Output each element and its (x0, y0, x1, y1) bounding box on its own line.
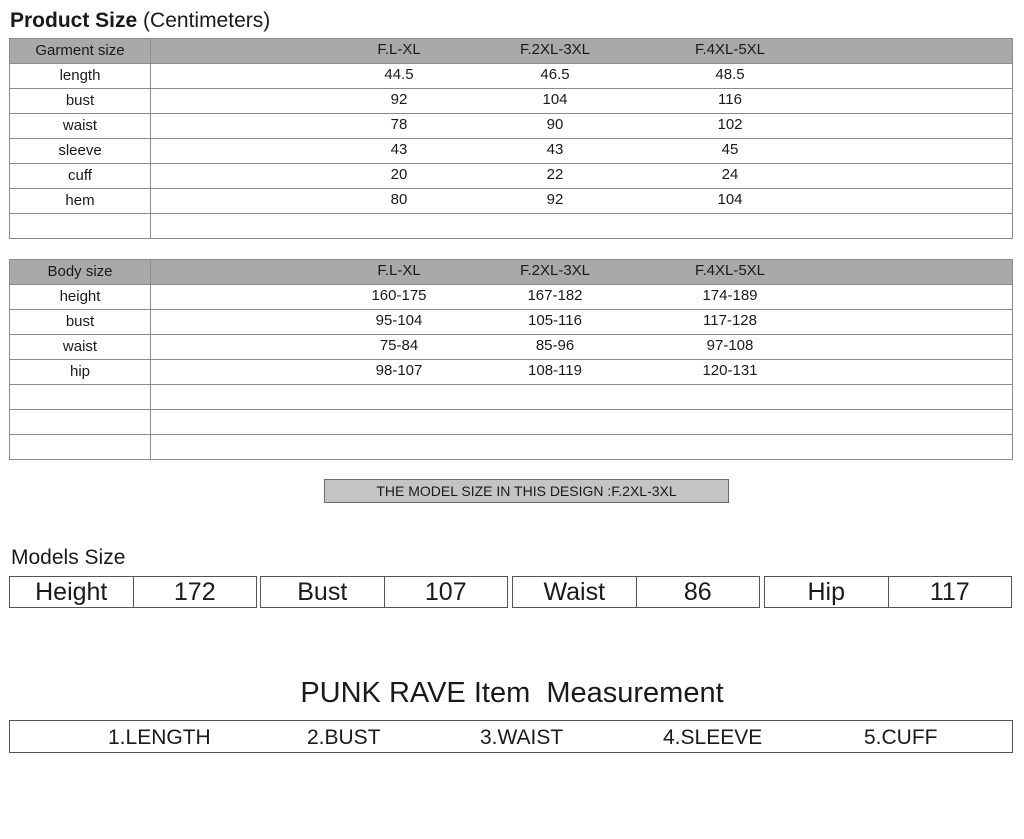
table-row (10, 64, 1013, 89)
row-label: cuff (10, 164, 151, 189)
row-values (151, 285, 1013, 310)
row-values (151, 310, 1013, 335)
row-label: waist (10, 114, 151, 139)
measurement-title: PUNK RAVE Item Measurement (300, 677, 724, 709)
row-values (151, 114, 1013, 139)
model-measure-value: 107 (424, 577, 467, 606)
row-label: height (10, 285, 151, 310)
cell-value: 45 (721, 141, 739, 158)
body-size-table (9, 259, 1013, 460)
cell-value: 44.5 (384, 66, 414, 83)
cell-value: 92 (546, 191, 564, 208)
table-row (10, 335, 1013, 360)
cell-value: 46.5 (540, 66, 570, 83)
product-size-label: Product Size (10, 9, 138, 32)
garment-size-table (9, 38, 1013, 239)
empty-row (10, 410, 1013, 435)
model-measure-label: Bust (261, 577, 385, 607)
table-row (10, 114, 1013, 139)
product-size-unit: (Centimeters) (143, 9, 271, 32)
cell-value: 104 (542, 91, 568, 108)
empty-cell (151, 214, 1013, 239)
row-values (151, 189, 1013, 214)
cell-value: 90 (546, 116, 564, 133)
row-label: hip (10, 360, 151, 385)
cell-value: 108-119 (528, 362, 582, 379)
cell-value: 80 (390, 191, 408, 208)
cell-value: 24 (721, 166, 739, 183)
cell-value: 104 (717, 191, 743, 208)
table-row (10, 189, 1013, 214)
cell-value: 117-128 (703, 312, 757, 329)
measurement-list (9, 720, 1013, 753)
size-header: F.L-XL (377, 41, 421, 58)
row-label: hem (10, 189, 151, 214)
cell-value: 105-116 (528, 312, 582, 329)
table-row (10, 360, 1013, 385)
table-row (10, 285, 1013, 310)
table-row (10, 89, 1013, 114)
model-measure-value: 172 (173, 577, 216, 606)
measurement-item: 2.BUST (307, 726, 381, 749)
body-size-header: Body size (10, 260, 151, 285)
size-header: F.L-XL (377, 262, 421, 279)
row-label: bust (10, 89, 151, 114)
empty-row (10, 214, 1013, 239)
cell-value: 174-189 (702, 287, 758, 304)
cell-value: 116 (718, 91, 742, 108)
model-measure-value: 86 (683, 577, 712, 606)
model-hip-box (764, 576, 1012, 608)
row-label: sleeve (10, 139, 151, 164)
size-header: F.4XL-5XL (694, 262, 766, 279)
cell-value: 20 (390, 166, 408, 183)
row-values (151, 89, 1013, 114)
model-height-box (9, 576, 257, 608)
model-measure-value: 117 (929, 577, 970, 606)
model-bust-box (260, 576, 508, 608)
size-columns-header (151, 260, 1013, 285)
model-size-note: THE MODEL SIZE IN THIS DESIGN :F.2XL-3XL (324, 479, 729, 503)
measurement-item: 4.SLEEVE (663, 726, 763, 749)
empty-cell (151, 410, 1013, 435)
garment-size-header: Garment size (10, 39, 151, 64)
row-label: bust (10, 310, 151, 335)
row-label: length (10, 64, 151, 89)
row-values (151, 335, 1013, 360)
measurement-item: 1.LENGTH (108, 726, 211, 749)
cell-value: 92 (390, 91, 408, 108)
cell-value: 98-107 (375, 362, 423, 379)
cell-value: 120-131 (702, 362, 758, 379)
cell-value: 48.5 (715, 66, 745, 83)
row-values (151, 164, 1013, 189)
size-header: F.4XL-5XL (694, 41, 766, 58)
empty-cell (10, 385, 151, 410)
model-measure-label: Height (10, 577, 134, 607)
product-size-title (10, 9, 270, 33)
model-waist-box (512, 576, 760, 608)
model-measure-label: Waist (513, 577, 637, 607)
row-values (151, 360, 1013, 385)
cell-value: 43 (546, 141, 564, 158)
table-header-row (10, 39, 1013, 64)
table-row (10, 164, 1013, 189)
row-values (151, 139, 1013, 164)
cell-value: 75-84 (379, 337, 419, 354)
size-header: F.2XL-3XL (519, 262, 591, 279)
measurement-item: 3.WAIST (480, 726, 564, 749)
table-header-row (10, 260, 1013, 285)
measurement-item: 5.CUFF (864, 726, 938, 749)
cell-value: 160-175 (371, 287, 427, 304)
empty-row (10, 385, 1013, 410)
empty-cell (151, 435, 1013, 460)
empty-cell (10, 435, 151, 460)
empty-row (10, 435, 1013, 460)
table-row (10, 139, 1013, 164)
cell-value: 167-182 (527, 287, 583, 304)
row-label: waist (10, 335, 151, 360)
cell-value: 102 (717, 116, 743, 133)
cell-value: 22 (546, 166, 564, 183)
empty-cell (10, 410, 151, 435)
row-values (151, 64, 1013, 89)
empty-cell (10, 214, 151, 239)
cell-value: 78 (390, 116, 408, 133)
size-columns-header (151, 39, 1013, 64)
table-row (10, 310, 1013, 335)
cell-value: 43 (390, 141, 408, 158)
cell-value: 95-104 (375, 312, 423, 329)
cell-value: 97-108 (706, 337, 754, 354)
model-measure-label: Hip (765, 577, 889, 607)
empty-cell (151, 385, 1013, 410)
models-size-title: Models Size (11, 546, 126, 569)
cell-value: 85-96 (535, 337, 575, 354)
size-header: F.2XL-3XL (519, 41, 591, 58)
